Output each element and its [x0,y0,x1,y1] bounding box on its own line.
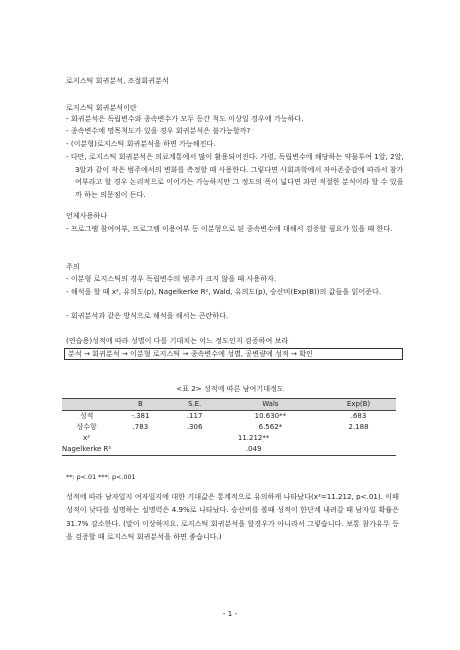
intro-bullet: - (이분형)로지스틱 회귀분석을 하면 가능해진다. [66,139,216,148]
r2-value: .049 [111,444,396,456]
caution-bullet: - 해석을 할 때 x², 유의도(p), Nagelkerke R², Wald, 유의도(p), 승산비(Exp(B))의 값들을 읽어준다. [66,287,382,296]
table-header-cell: S.E. [170,399,220,411]
document-title: 로지스틱 회귀분석, 조절회귀분석 [66,76,169,85]
intro-bullet: - 다만, 로지스틱 회귀분석은 의료계통에서 많이 활용되어진다. 가령, 독립변수에 해당하는 약물투여 1알, 2알, 3알과 같이 작은 범주에서의 변화를 측정할 때 사용한다. 그렇다면 사회과학에서 자아존중감에 따라서 참가여부라고 할 경우 논리적으로 이어가는 가능하지만 그 정도의 폭이 넓다면 과연 적절한 분석이라 할 수 있을까 하는 의문점이 든다. [66,152,404,199]
table-header-cell [62,399,111,411]
row-label: 성적 [79,412,94,420]
table-cell: .306 [186,423,203,431]
table-row-chi-square [62,433,396,444]
usage-bullet: - 프로그램 참여여부, 프로그램 이용여부 등 이분형으로 된 종속변수에 대해서 검증할 필요가 있을 때 한다. [66,224,393,233]
table-header-row [62,399,396,411]
table-cell: 2.188 [348,423,369,431]
section-heading-usage: 언제사용하나 [66,211,108,220]
section-heading-caution: 주의 [66,262,80,271]
table-footnote: **: p<.01 ***: p<.001 [66,473,136,481]
intro-bullet: - 종속변수에 명목척도가 있을 경우 회귀분석은 불가능할까? [66,126,251,135]
table-row-r2 [62,444,396,456]
regression-table [62,398,396,456]
section-heading-intro: 로지스틱 회귀분석이란 [66,103,137,112]
intro-bullet: - 회귀분석은 독립변수와 종속변수가 모두 등간 척도 이상일 경우에 가능하다. [66,114,304,123]
table-row [62,422,396,433]
table-cell: 6.562* [258,423,283,431]
table-header-cell: B [111,399,169,411]
table-header-cell: Wals [220,399,321,411]
r2-label: Nagelkerke R² [62,444,111,456]
table-cell: .783 [132,423,149,431]
caution-bullet: - 이분형 로지스틱의 경우 독립변수의 범주가 크지 않을 때 사용하자. [66,274,277,283]
caution-bullet: - 회귀분석과 같은 방식으로 해석을 해서는 곤란하다. [66,311,229,320]
conclusion-paragraph: 성적에 따라 남자일지 여자일지에 대한 기대값은 통계적으로 유의하게 나타났다(x²=11.212, p<.01). 이때 성적이 낮다를 설명하는 설명력은 4.9%로 나타났다. 승산비를 볼때 성적이 한단계 내려갈 때 남자일 확률은 31.7% 감소한다. (말이 이상하지요. 로지스틱 회귀분석을 할경우가 아니라서 그렇습니다. 보통 참가유무 등을 검증할 때 로지스틱 회귀분석을 하면 좋습니다.) [66,492,399,542]
row-label: 상수항 [76,423,97,431]
table-row [62,411,396,423]
table-header-cell: Exp(B) [321,399,396,411]
table-cell: -.381 [131,412,150,420]
table-caption: <표 2> 성적에 따른 남여기대정도 [176,384,284,393]
exercise-prompt: (연습용)성적에 따라 성별이 다를 기대치는 어느 정도인지 검증하여 보라 [66,336,289,345]
table-cell: 10.630** [254,412,287,420]
page-number: - 1 - [222,609,238,618]
menu-path-box: 분석 → 회귀분석 → 이분형 로지스틱 → 종속변수에 성별, 공변량에 성적 → 확인 [64,348,403,360]
chi-square-label: x² [83,434,91,442]
table-cell: .683 [350,412,367,420]
chi-square-value: 11.212** [237,434,270,442]
table-cell: .117 [186,412,203,420]
